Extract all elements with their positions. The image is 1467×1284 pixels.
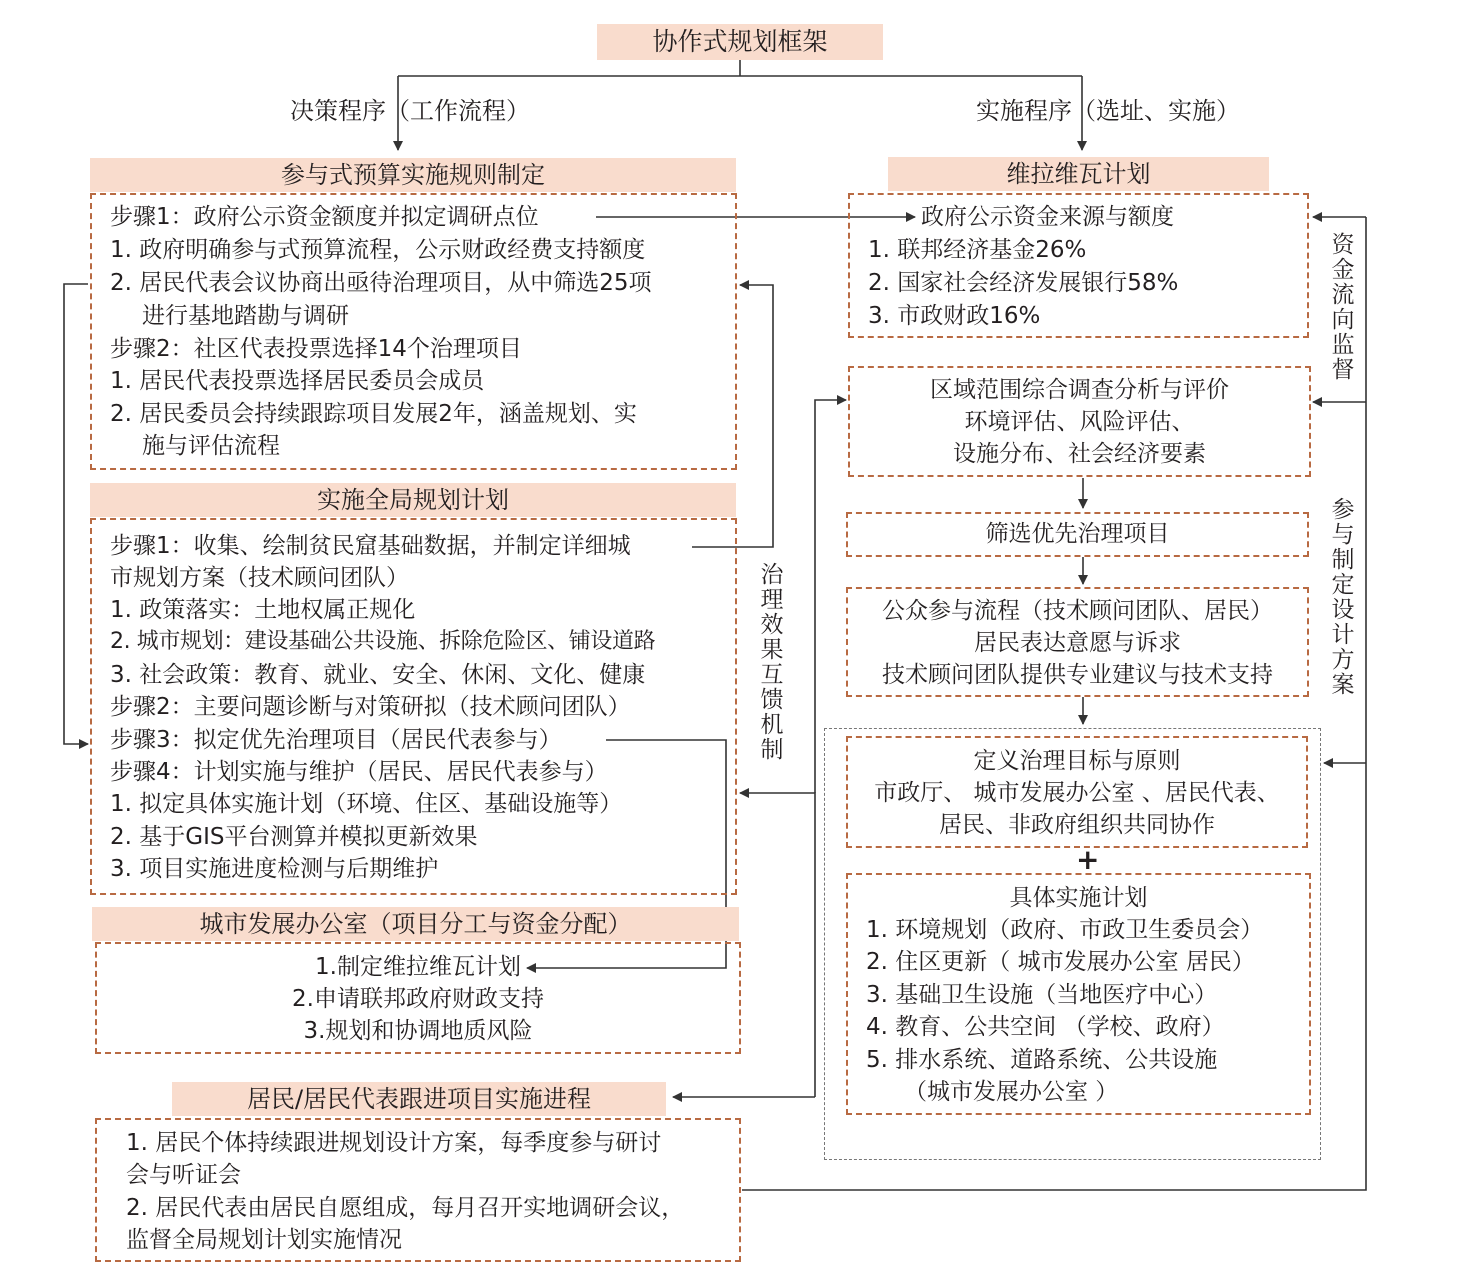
survey-line: 设施分布、社会经济要素 — [953, 441, 1206, 467]
survey-line: 区域范围综合调查分析与评价 — [930, 377, 1229, 403]
box1-line: 施与评估流程 — [142, 433, 280, 459]
define-line: 定义治理目标与原则 — [973, 748, 1181, 774]
box1-line: 2. 居民委员会持续跟踪项目发展2年，涵盖规划、实 — [110, 401, 637, 427]
public-line: 居民表达意愿与诉求 — [974, 630, 1181, 656]
box4-line: 监督全局规划计划实施情况 — [126, 1227, 402, 1253]
box1-line: 1. 政府明确参与式预算流程，公示财政经费支持额度 — [110, 237, 646, 263]
define-line: 市政厅、 城市发展办公室 、居民代表、 — [874, 780, 1280, 806]
box1-line: 进行基地踏勘与调研 — [142, 303, 349, 329]
select-line: 筛选优先治理项目 — [985, 521, 1170, 547]
box1-line: 步骤1：政府公示资金额度并拟定调研点位 — [110, 204, 539, 230]
box2-line: 2. 基于GIS平台测算并模拟更新效果 — [110, 824, 478, 850]
public-line: 公众参与流程（技术顾问团队、居民） — [882, 598, 1273, 624]
fund-monitor-label: 资金流向监督 — [1331, 232, 1355, 383]
box2-line: 步骤2：主要问题诊断与对策研拟（技术顾问团队） — [110, 694, 631, 720]
implement-line: 3. 基础卫生设施（当地医疗中心） — [866, 982, 1218, 1008]
left-loop-arrow — [64, 284, 88, 744]
implement-line: 具体实施计划 — [1009, 885, 1148, 911]
box1-title: 参与式预算实施规则制定 — [90, 158, 736, 192]
box1-line: 2. 居民代表会议协商出亟待治理项目，从中筛选25项 — [110, 270, 652, 296]
box3-line: 3.规划和协调地质风险 — [303, 1018, 533, 1044]
plan-line: 政府公示资金来源与额度 — [921, 204, 1174, 230]
box2-title: 实施全局规划计划 — [90, 483, 736, 517]
plan-line: 3. 市政财政16% — [868, 303, 1041, 329]
feedback-mechanism-label: 治理效果互馈机制 — [760, 562, 784, 763]
box1-line: 步骤2：社区代表投票选择14个治理项目 — [110, 336, 522, 362]
feedback-arrow-to-box2 — [740, 793, 815, 1097]
implement-line: 4. 教育、公共空间 （学校、政府） — [866, 1014, 1225, 1040]
box3-line: 1.制定维拉维瓦计划 — [315, 954, 521, 980]
box4-title: 居民/居民代表跟进项目实施进程 — [172, 1082, 666, 1116]
implement-line: 2. 住区更新（ 城市发展办公室 居民） — [866, 949, 1255, 975]
participate-design-label: 参与制定设计方案 — [1331, 497, 1355, 698]
box2-line: 2. 城市规划：建设基础公共设施、拆除危险区、铺设道路 — [110, 629, 656, 654]
box4-line: 2. 居民代表由居民自愿组成，每月召开实地调研会议， — [126, 1195, 685, 1221]
box2-line: 步骤1：收集、绘制贫民窟基础数据，并制定详细城 — [110, 533, 631, 559]
implementation-procedure-label: 实施程序（选址、实施） — [976, 97, 1240, 125]
implement-line: 1. 环境规划（政府、市政卫生委员会） — [866, 917, 1264, 943]
plan-line: 2. 国家社会经济发展银行58% — [868, 270, 1179, 296]
box2-line: 市规划方案（技术顾问团队） — [110, 565, 409, 591]
plan-title: 维拉维瓦计划 — [888, 157, 1269, 191]
decision-procedure-label: 决策程序（工作流程） — [290, 97, 530, 125]
plan-line: 1. 联邦经济基金26% — [868, 237, 1087, 263]
define-line: 居民、非政府组织共同协作 — [939, 812, 1215, 838]
framework-title: 协作式规划框架 — [597, 24, 883, 60]
public-line: 技术顾问团队提供专业建议与技术支持 — [882, 662, 1273, 688]
plus-sign: + — [1076, 843, 1100, 876]
box4-line: 会与听证会 — [126, 1162, 241, 1188]
box2-line: 步骤3：拟定优先治理项目（居民代表参与） — [110, 727, 562, 753]
box2-line: 3. 社会政策：教育、就业、安全、休闲、文化、健康 — [110, 662, 646, 688]
box4-line: 1. 居民个体持续跟进规划设计方案，每季度参与研讨 — [126, 1130, 662, 1156]
implement-line: 5. 排水系统、道路系统、公共设施 — [866, 1047, 1218, 1073]
box3-title: 城市发展办公室（项目分工与资金分配） — [92, 907, 739, 941]
box2-line: 步骤4：计划实施与维护（居民、居民代表参与） — [110, 759, 608, 785]
box2-line: 1. 政策落实：土地权属正规化 — [110, 597, 416, 623]
box2-line: 1. 拟定具体实施计划（环境、住区、基础设施等） — [110, 791, 623, 817]
box3-line: 2.申请联邦政府财政支持 — [292, 986, 544, 1012]
implement-line: （城市发展办公室 ） — [904, 1079, 1119, 1105]
box1-line: 1. 居民代表投票选择居民委员会成员 — [110, 368, 485, 394]
box2-line: 3. 项目实施进度检测与后期维护 — [110, 856, 439, 882]
survey-line: 环境评估、风险评估、 — [964, 409, 1195, 435]
